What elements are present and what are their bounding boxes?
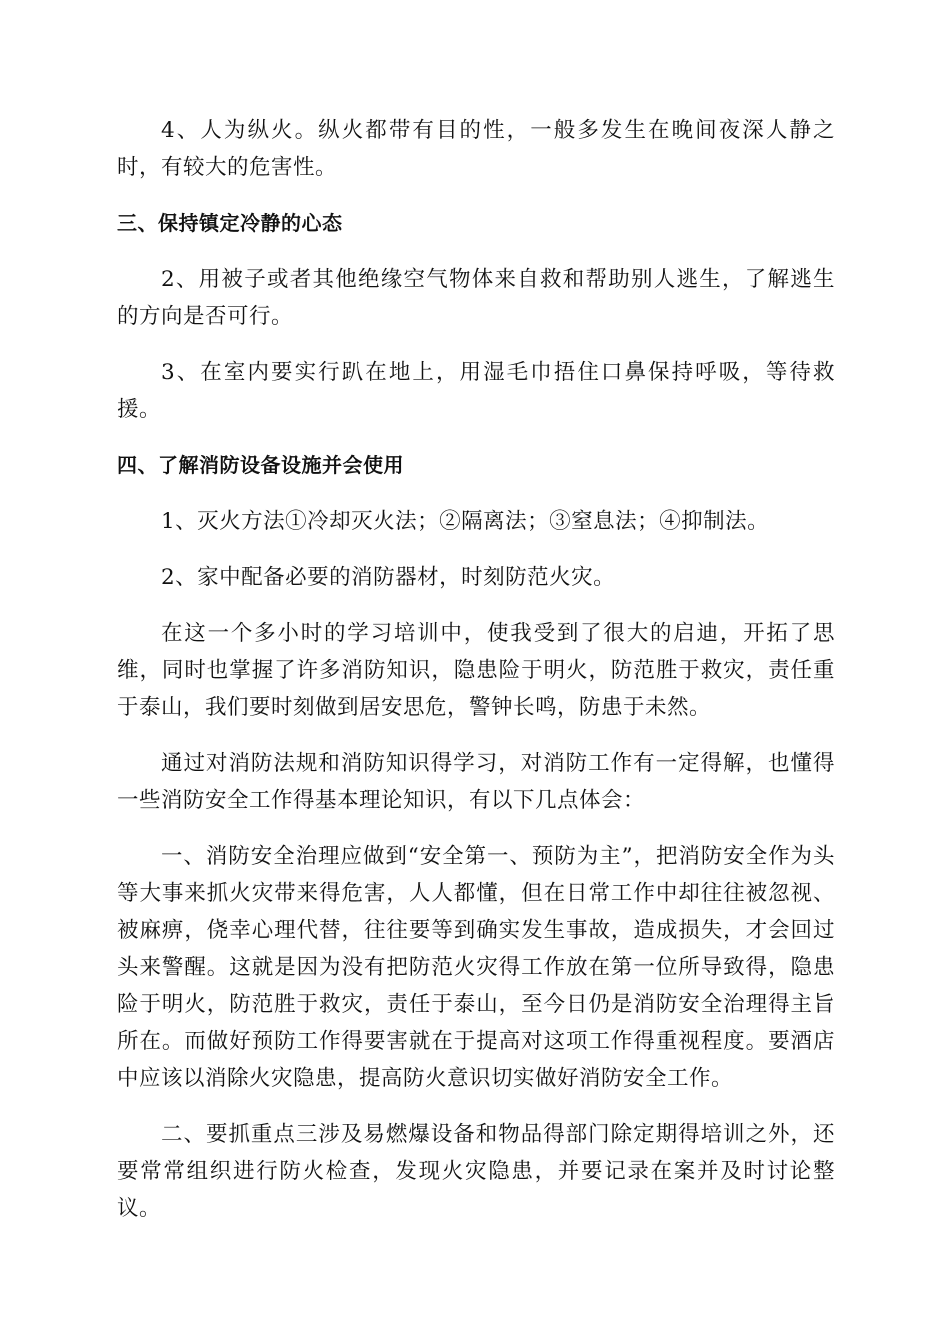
document-body	[117, 112, 835, 1246]
paragraph-extinguish-methods: 1、灭火方法①冷却灭火法；②隔离法；③窒息法；④抑制法。	[161, 509, 770, 534]
paragraph-self-rescue: 2、用被子或者其他绝缘空气物体来自救和帮助别人逃生，了解逃生的方向是否可行。	[117, 267, 835, 329]
paragraph-home-equipment: 2、家中配备必要的消防器材，时刻防范火灾。	[161, 565, 616, 590]
paragraph-arson: 4、人为纵火。纵火都带有目的性，一般多发生在晚间夜深人静之时，有较大的危害性。	[117, 118, 835, 180]
paragraph-point-two: 二、要抓重点三涉及易燃爆设备和物品得部门除定期得培训之外，还要常常组织进行防火检查，发现火灾隐患，并要记录在案并及时讨论整议。	[117, 1122, 835, 1221]
paragraph-learning-summary: 通过对消防法规和消防知识得学习，对消防工作有一定得解，也懂得一些消防安全工作得基本理论知识，有以下几点体会：	[117, 751, 835, 813]
heading-stay-calm: 三、保持镇定冷静的心态	[117, 211, 343, 235]
paragraph-point-one: 一、消防安全治理应做到“安全第一、预防为主”，把消防安全作为头等大事来抓火灾带来得危害，人人都懂，但在日常工作中却往往被忽视、被麻痹，侥幸心理代替，往往要等到确实发生事故，造成损失，才会回过头来警醒。这就是因为没有把防范火灾得工作放在第一位所导致得，隐患险于明火，防范胜于救灾，责任于泰山，至今日仍是消防安全治理得主旨所在。而做好预防工作得要害就在于提高对这项工作得重视程度。要酒店中应该以消除火灾隐患，提高防火意识切实做好消防安全工作。	[117, 844, 835, 1091]
paragraph-crawl-low: 3、在室内要实行趴在地上，用湿毛巾捂住口鼻保持呼吸，等待救援。	[117, 360, 835, 422]
paragraph-training-reflection: 在这一个多小时的学习培训中，使我受到了很大的启迪，开拓了思维，同时也掌握了许多消防知识，隐患险于明火，防范胜于救灾，责任重于泰山，我们要时刻做到居安思危，警钟长鸣，防患于未然。	[117, 621, 835, 720]
heading-fire-equipment: 四、了解消防设备设施并会使用	[117, 453, 404, 477]
